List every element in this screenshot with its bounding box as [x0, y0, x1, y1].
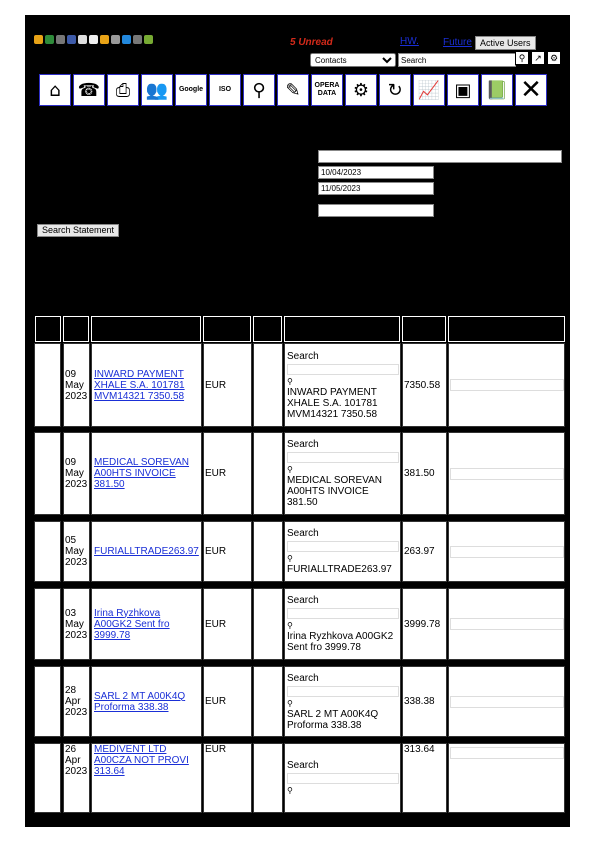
transaction-link[interactable]: INWARD PAYMENT XHALE S.A. 101781 MVM14321 7350.58: [94, 368, 185, 402]
icon-glyph: ☎: [77, 79, 101, 101]
action-cell: [448, 432, 565, 515]
date-year: 2023: [65, 707, 88, 718]
date-year: 2023: [65, 557, 88, 568]
table-header-cell: [91, 316, 201, 342]
date-month: Apr: [65, 696, 81, 707]
row-input[interactable]: [450, 747, 564, 759]
date-day: 26: [65, 744, 77, 755]
search-cell: [284, 432, 401, 515]
search-label: Search: [287, 672, 319, 684]
home-icon[interactable]: [39, 74, 71, 106]
spacer-cell: [34, 588, 61, 660]
spacer-cell: [34, 521, 61, 582]
opera-data-icon[interactable]: [311, 74, 343, 106]
date-month: May: [65, 618, 84, 630]
action-cell: [448, 521, 565, 582]
transaction-link[interactable]: SARL 2 MT A00K4Q Proforma 338.38: [94, 690, 186, 713]
icon-caption: OPERA DATA: [314, 82, 340, 97]
currency-value: EUR: [205, 696, 227, 707]
currency-value: EUR: [205, 744, 227, 755]
amount-value: 263.97: [404, 546, 435, 557]
network-icon[interactable]: ⚙: [547, 51, 561, 65]
date-day: 05: [65, 535, 77, 546]
description-cell: [91, 588, 202, 660]
search-label: Search: [287, 595, 319, 606]
icon-caption: ISO: [218, 86, 232, 93]
magnifier-icon[interactable]: [243, 74, 275, 106]
spacer-cell: [34, 343, 61, 427]
row-input[interactable]: [450, 618, 564, 630]
magnifier-icon[interactable]: ⚲: [287, 376, 293, 386]
row-search-input[interactable]: [287, 686, 399, 697]
search-icon[interactable]: ⚲: [515, 51, 529, 65]
table-row: [34, 743, 565, 813]
table-header-cell: [448, 316, 565, 342]
search-text: FURIALLTRADE263.97: [287, 564, 392, 575]
search-cell: [284, 588, 401, 660]
empty-cell: [253, 521, 283, 582]
currency-cell: [203, 521, 252, 582]
table-header-cell: [63, 316, 89, 342]
date-month: May: [65, 546, 84, 557]
date-to-field[interactable]: [318, 182, 434, 195]
icon-glyph: 📗: [485, 79, 509, 101]
magnifier-icon[interactable]: ⚲: [287, 698, 293, 708]
hw-link[interactable]: HW.: [400, 36, 419, 47]
date-cell: [63, 743, 90, 813]
tool-mini-icon[interactable]: [56, 35, 65, 44]
search-label: Search: [287, 439, 319, 450]
table-row: [34, 521, 565, 582]
date-day: 09: [65, 457, 77, 468]
date-year: 2023: [65, 390, 88, 402]
currency-cell: [203, 343, 252, 427]
amount-value: 3999.78: [404, 618, 441, 630]
date-month: Apr: [65, 755, 81, 766]
date-day: 28: [65, 685, 77, 696]
amount-cell: [402, 521, 447, 582]
table-header-cell: [253, 316, 282, 342]
search-label: Search: [287, 350, 319, 362]
book-icon[interactable]: [481, 74, 513, 106]
row-input[interactable]: [450, 468, 564, 480]
doc-mini-icon[interactable]: [89, 35, 98, 44]
empty-cell: [253, 666, 283, 737]
date-year: 2023: [65, 766, 88, 777]
icon-glyph: ⎙: [115, 79, 131, 101]
icon-glyph: 📈: [417, 79, 441, 101]
empty-cell: [253, 743, 283, 813]
settings-mini-icon[interactable]: [67, 35, 76, 44]
row-search-input[interactable]: [287, 452, 399, 463]
search-cell: [284, 343, 401, 427]
table-header-cell: [35, 316, 61, 342]
contacts-select[interactable]: [310, 53, 396, 67]
currency-cell: [203, 588, 252, 660]
unread-messages-link[interactable]: 5 Unread: [290, 37, 333, 48]
row-search-input[interactable]: [287, 541, 399, 552]
icon-glyph: 👥: [145, 79, 169, 101]
amount-cell: [402, 743, 447, 813]
date-year: 2023: [65, 479, 88, 490]
magnifier-icon[interactable]: ⚲: [287, 465, 293, 474]
icon-glyph: ✕: [520, 75, 542, 105]
empty-cell: [253, 588, 283, 660]
icon-glyph: ✎: [285, 79, 301, 101]
users-icon[interactable]: [141, 74, 173, 106]
web-mini-icon[interactable]: [122, 35, 131, 44]
search-cell: [284, 521, 401, 582]
table-header-cell: [203, 316, 251, 342]
icon-glyph: ⌂: [49, 79, 61, 101]
clock-mini-icon[interactable]: [144, 35, 153, 44]
printer-icon[interactable]: [107, 74, 139, 106]
search-statement-button[interactable]: Search Statement: [37, 224, 119, 237]
chart-icon[interactable]: [413, 74, 445, 106]
currency-value: EUR: [205, 546, 227, 557]
date-month: May: [65, 468, 84, 479]
iso-icon[interactable]: [209, 74, 241, 106]
row-search-input[interactable]: [287, 608, 399, 619]
description-cell: [91, 343, 202, 427]
mini-toolbar: [34, 35, 153, 44]
box-icon[interactable]: [447, 74, 479, 106]
action-cell: [448, 666, 565, 737]
magnifier-icon[interactable]: ⚲: [287, 621, 293, 630]
external-link-icon[interactable]: ↗: [531, 51, 545, 65]
refresh-icon[interactable]: [379, 74, 411, 106]
home-mini-icon[interactable]: [34, 35, 43, 44]
active-users-button[interactable]: Active Users: [475, 36, 536, 50]
empty-cell: [253, 432, 283, 515]
icon-glyph: ▣: [454, 79, 472, 101]
icon-glyph: ⚲: [252, 79, 266, 101]
phone-icon[interactable]: [73, 74, 105, 106]
table-header-cell: [284, 316, 400, 342]
amount-cell: [402, 343, 447, 427]
icon-caption: Google: [178, 86, 204, 93]
date-month: May: [65, 379, 84, 391]
amount-cell: [402, 588, 447, 660]
icon-glyph: ↻: [387, 79, 403, 101]
spacer-cell: [34, 743, 61, 813]
google-icon[interactable]: [175, 74, 207, 106]
description-cell: [91, 743, 202, 813]
date-cell: [63, 521, 90, 582]
date-cell: [63, 588, 90, 660]
transaction-link[interactable]: MEDICAL SOREVAN A00HTS INVOICE 381.50: [94, 457, 190, 490]
amount-cell: [402, 666, 447, 737]
transaction-link[interactable]: Irina Ryzhkova A00GK2 Sent fro 3999.78: [94, 607, 170, 641]
row-search-input[interactable]: [287, 364, 399, 375]
empty-cell: [253, 343, 283, 427]
pencil-icon[interactable]: [277, 74, 309, 106]
description-cell: [91, 432, 202, 515]
date-day: 03: [65, 607, 77, 619]
top-search-input[interactable]: [398, 53, 516, 67]
amount-value: 313.64: [404, 744, 435, 755]
search-label: Search: [287, 528, 319, 539]
search-label: Search: [287, 760, 319, 771]
statement-filter-field[interactable]: [318, 150, 562, 163]
print-mini-icon[interactable]: [133, 35, 142, 44]
search-text: INWARD PAYMENT XHALE S.A. 101781 MVM14321 7350.58: [287, 386, 378, 420]
description-cell: [91, 521, 202, 582]
table-header-cell: [402, 316, 446, 342]
table-row: [34, 343, 565, 427]
row-search-input[interactable]: [287, 773, 399, 784]
action-cell: [448, 588, 565, 660]
help-mini-icon[interactable]: [100, 35, 109, 44]
mail-mini-icon[interactable]: [78, 35, 87, 44]
description-cell: [91, 666, 202, 737]
date-from-field[interactable]: [318, 166, 434, 179]
transaction-link[interactable]: FURIALLTRADE263.97: [94, 546, 199, 557]
date-year: 2023: [65, 629, 88, 641]
icon-glyph: ⚙: [352, 79, 370, 101]
search-text: SARL 2 MT A00K4Q Proforma 338.38: [287, 708, 379, 731]
table-row: [34, 588, 565, 660]
search-cell: [284, 666, 401, 737]
magnifier-icon[interactable]: ⚲: [287, 554, 293, 563]
amount-value: 7350.58: [404, 379, 441, 391]
search-text: Irina Ryzhkova A00GK2 Sent fro 3999.78: [287, 631, 394, 653]
globe-mini-icon[interactable]: [45, 35, 54, 44]
main-icon-bar: [39, 74, 547, 106]
search-cell: [284, 743, 401, 813]
spacer-cell: [34, 432, 61, 515]
action-cell: [448, 343, 565, 427]
currency-value: EUR: [205, 379, 227, 391]
close-icon[interactable]: [515, 74, 547, 106]
currency-cell: [203, 666, 252, 737]
currency-value: EUR: [205, 468, 227, 479]
action-cell: [448, 743, 565, 813]
magnifier-icon[interactable]: ⚲: [287, 786, 293, 795]
statement-text-field[interactable]: [318, 204, 434, 217]
amount-value: 381.50: [404, 468, 435, 479]
search-text: MEDICAL SOREVAN A00HTS INVOICE 381.50: [287, 475, 383, 508]
table-row: [34, 666, 565, 737]
table-row: [34, 432, 565, 515]
amount-cell: [402, 432, 447, 515]
currency-cell: [203, 743, 252, 813]
amount-value: 338.38: [404, 696, 435, 707]
gears-icon[interactable]: [345, 74, 377, 106]
future-link[interactable]: Future: [443, 37, 472, 48]
currency-cell: [203, 432, 252, 515]
row-input[interactable]: [450, 379, 564, 391]
row-input[interactable]: [450, 696, 564, 708]
row-input[interactable]: [450, 546, 564, 558]
date-cell: [63, 343, 90, 427]
currency-value: EUR: [205, 618, 227, 630]
chart-mini-icon[interactable]: [111, 35, 120, 44]
date-day: 09: [65, 368, 77, 380]
date-cell: [63, 666, 90, 737]
date-cell: [63, 432, 90, 515]
spacer-cell: [34, 666, 61, 737]
transaction-link[interactable]: MEDIVENT LTD A00CZA NOT PROVI 313.64: [94, 744, 189, 777]
